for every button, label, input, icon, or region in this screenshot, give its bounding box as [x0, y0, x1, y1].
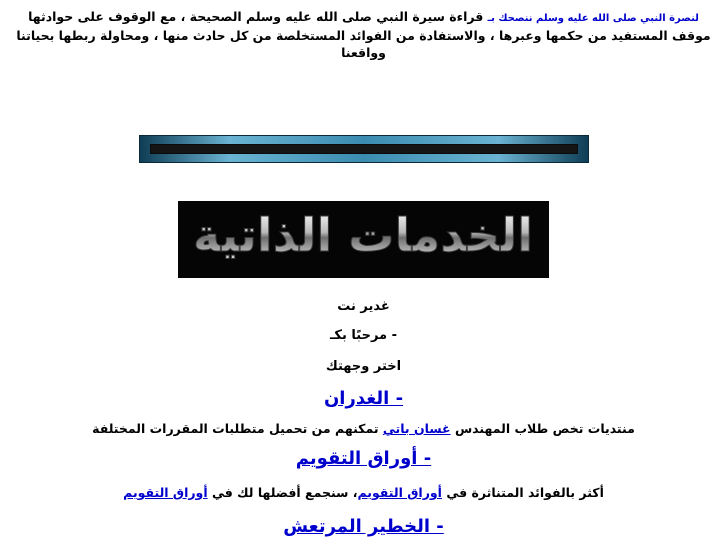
banner-graphic [178, 201, 549, 278]
decorative-bar [139, 135, 589, 163]
section-trembling-danger [0, 516, 727, 537]
calendar-papers-link[interactable]: - أوراق التقويم [295, 448, 432, 469]
banner-text: الخدمات الذاتية [192, 208, 534, 262]
ghudran-desc-after: تمكنهم من تحميل متطلبات المقررات المختلفة [92, 421, 379, 436]
section-calendar-papers [0, 448, 727, 469]
nusra-link[interactable]: لنصرة النبي صلى الله عليه وسلم ننصحك بـ [487, 13, 699, 24]
calendar-papers-inline-link-1[interactable]: أوراق التقويم [357, 485, 442, 500]
choose-destination: اختر وجهتك [325, 359, 402, 374]
ghudran-desc-before: منتديات تخص طلاب المهندس [454, 421, 635, 436]
calendar-papers-description [0, 485, 727, 500]
ghudran-link[interactable]: - الغدران [323, 388, 404, 409]
engineer-link[interactable]: غسان باتي [382, 421, 451, 436]
decorative-bar-container [0, 135, 727, 167]
section-ghudran [0, 388, 727, 409]
intro-paragraph [14, 8, 713, 61]
calendar-desc-before: أكثر بالفوائد المتناثرة في [446, 485, 604, 500]
trembling-danger-link[interactable]: - الخطير المرتعش [283, 516, 444, 537]
welcome-text: - مرحبًا بكـ [329, 328, 398, 343]
calendar-desc-mid: ، سنجمع أفضلها لك في [211, 485, 358, 500]
site-name: غدير نت [337, 299, 390, 314]
self-services-banner [178, 201, 549, 278]
banner-container [0, 201, 727, 282]
calendar-papers-inline-link-2[interactable]: أوراق التقويم [123, 485, 208, 500]
intro-text: قراءة سيرة النبي صلى الله عليه وسلم الصحيحة ، مع الوقوف على حوادثها موقف المستفيد من حكمها وعبرها ، والاستفادة من الفوائد المستخلصة من كل حادث منها ، ومحاولة ربطها بحياتنا وواقعنا [16, 9, 711, 60]
ghudran-description [0, 421, 727, 436]
